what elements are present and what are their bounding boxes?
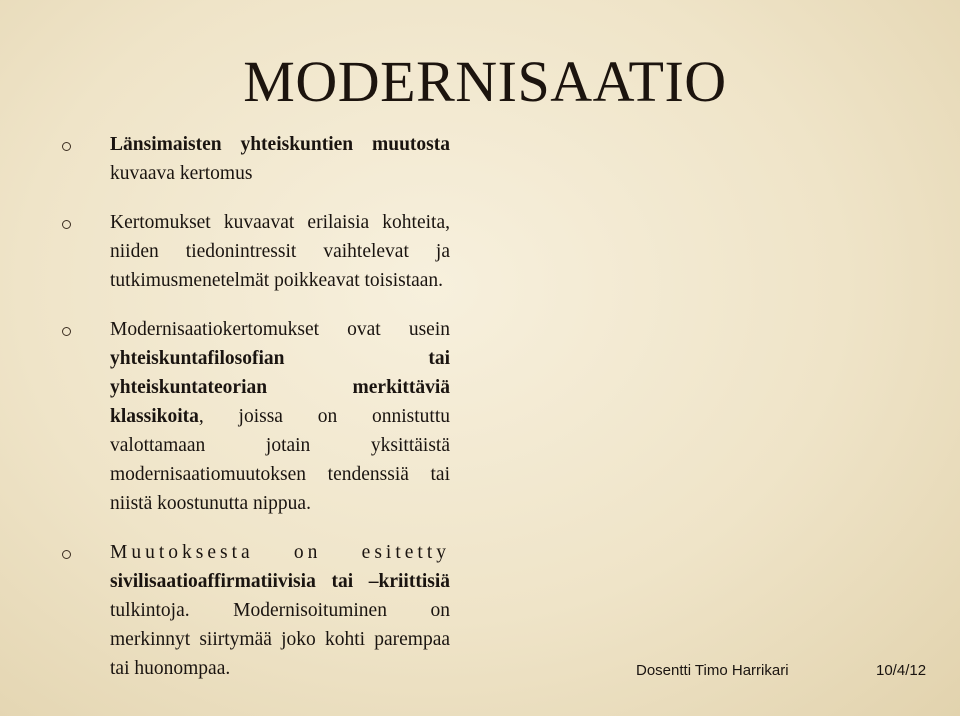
bullet-circle-icon [62,327,71,336]
bullet-text-segment: Modernisaatiokertomukset ovat usein [110,319,450,340]
bullet-text-segment: kuvaava kertomus [110,163,253,184]
bullet-text-segment: tulkintoja. Modernisoituminen on merkinnyt siirtymää joko kohti parempaa tai huonompaa. [110,600,450,679]
bullet-text-segment: Kertomukset kuvaavat erilaisia kohteita, niiden tiedonintressit vaihtelevat ja tutkimusmenetelmät poikkeavat toisistaan. [110,212,450,291]
bullet-circle-icon [62,142,71,151]
bullet-text [110,538,450,683]
bullet-text-segment: Länsimaisten yhteiskuntien muutosta [110,134,450,155]
bullet-circle-icon [62,550,71,559]
bullet-text [110,315,450,518]
bullet-item [62,208,450,295]
bullet-circle-icon [62,220,71,229]
bullet-item [62,130,450,188]
slide-title: MODERNISAATIO [243,49,727,114]
bullet-text [110,208,450,295]
bullet-item [62,538,450,683]
bullet-list [62,130,450,703]
bullet-text-segment: sivilisaatioaffirmatiivisia tai –kriittisiä [110,571,450,592]
footer-author: Dosentti Timo Harrikari [636,662,789,679]
bullet-text-segment: , joissa on onnistuttu valottamaan jotain yksittäistä modernisaatiomuutoksen tendenssiä tai niistä koostunutta nippua. [110,406,450,514]
bullet-item [62,315,450,518]
bullet-text-segment: yhteiskuntafilosofian tai yhteiskuntateorian merkittäviä klassikoita [110,348,450,427]
footer-date: 10/4/12 [876,662,927,679]
bullet-text-segment: Muutoksesta on esitetty [110,542,450,563]
bullet-text [110,130,450,188]
